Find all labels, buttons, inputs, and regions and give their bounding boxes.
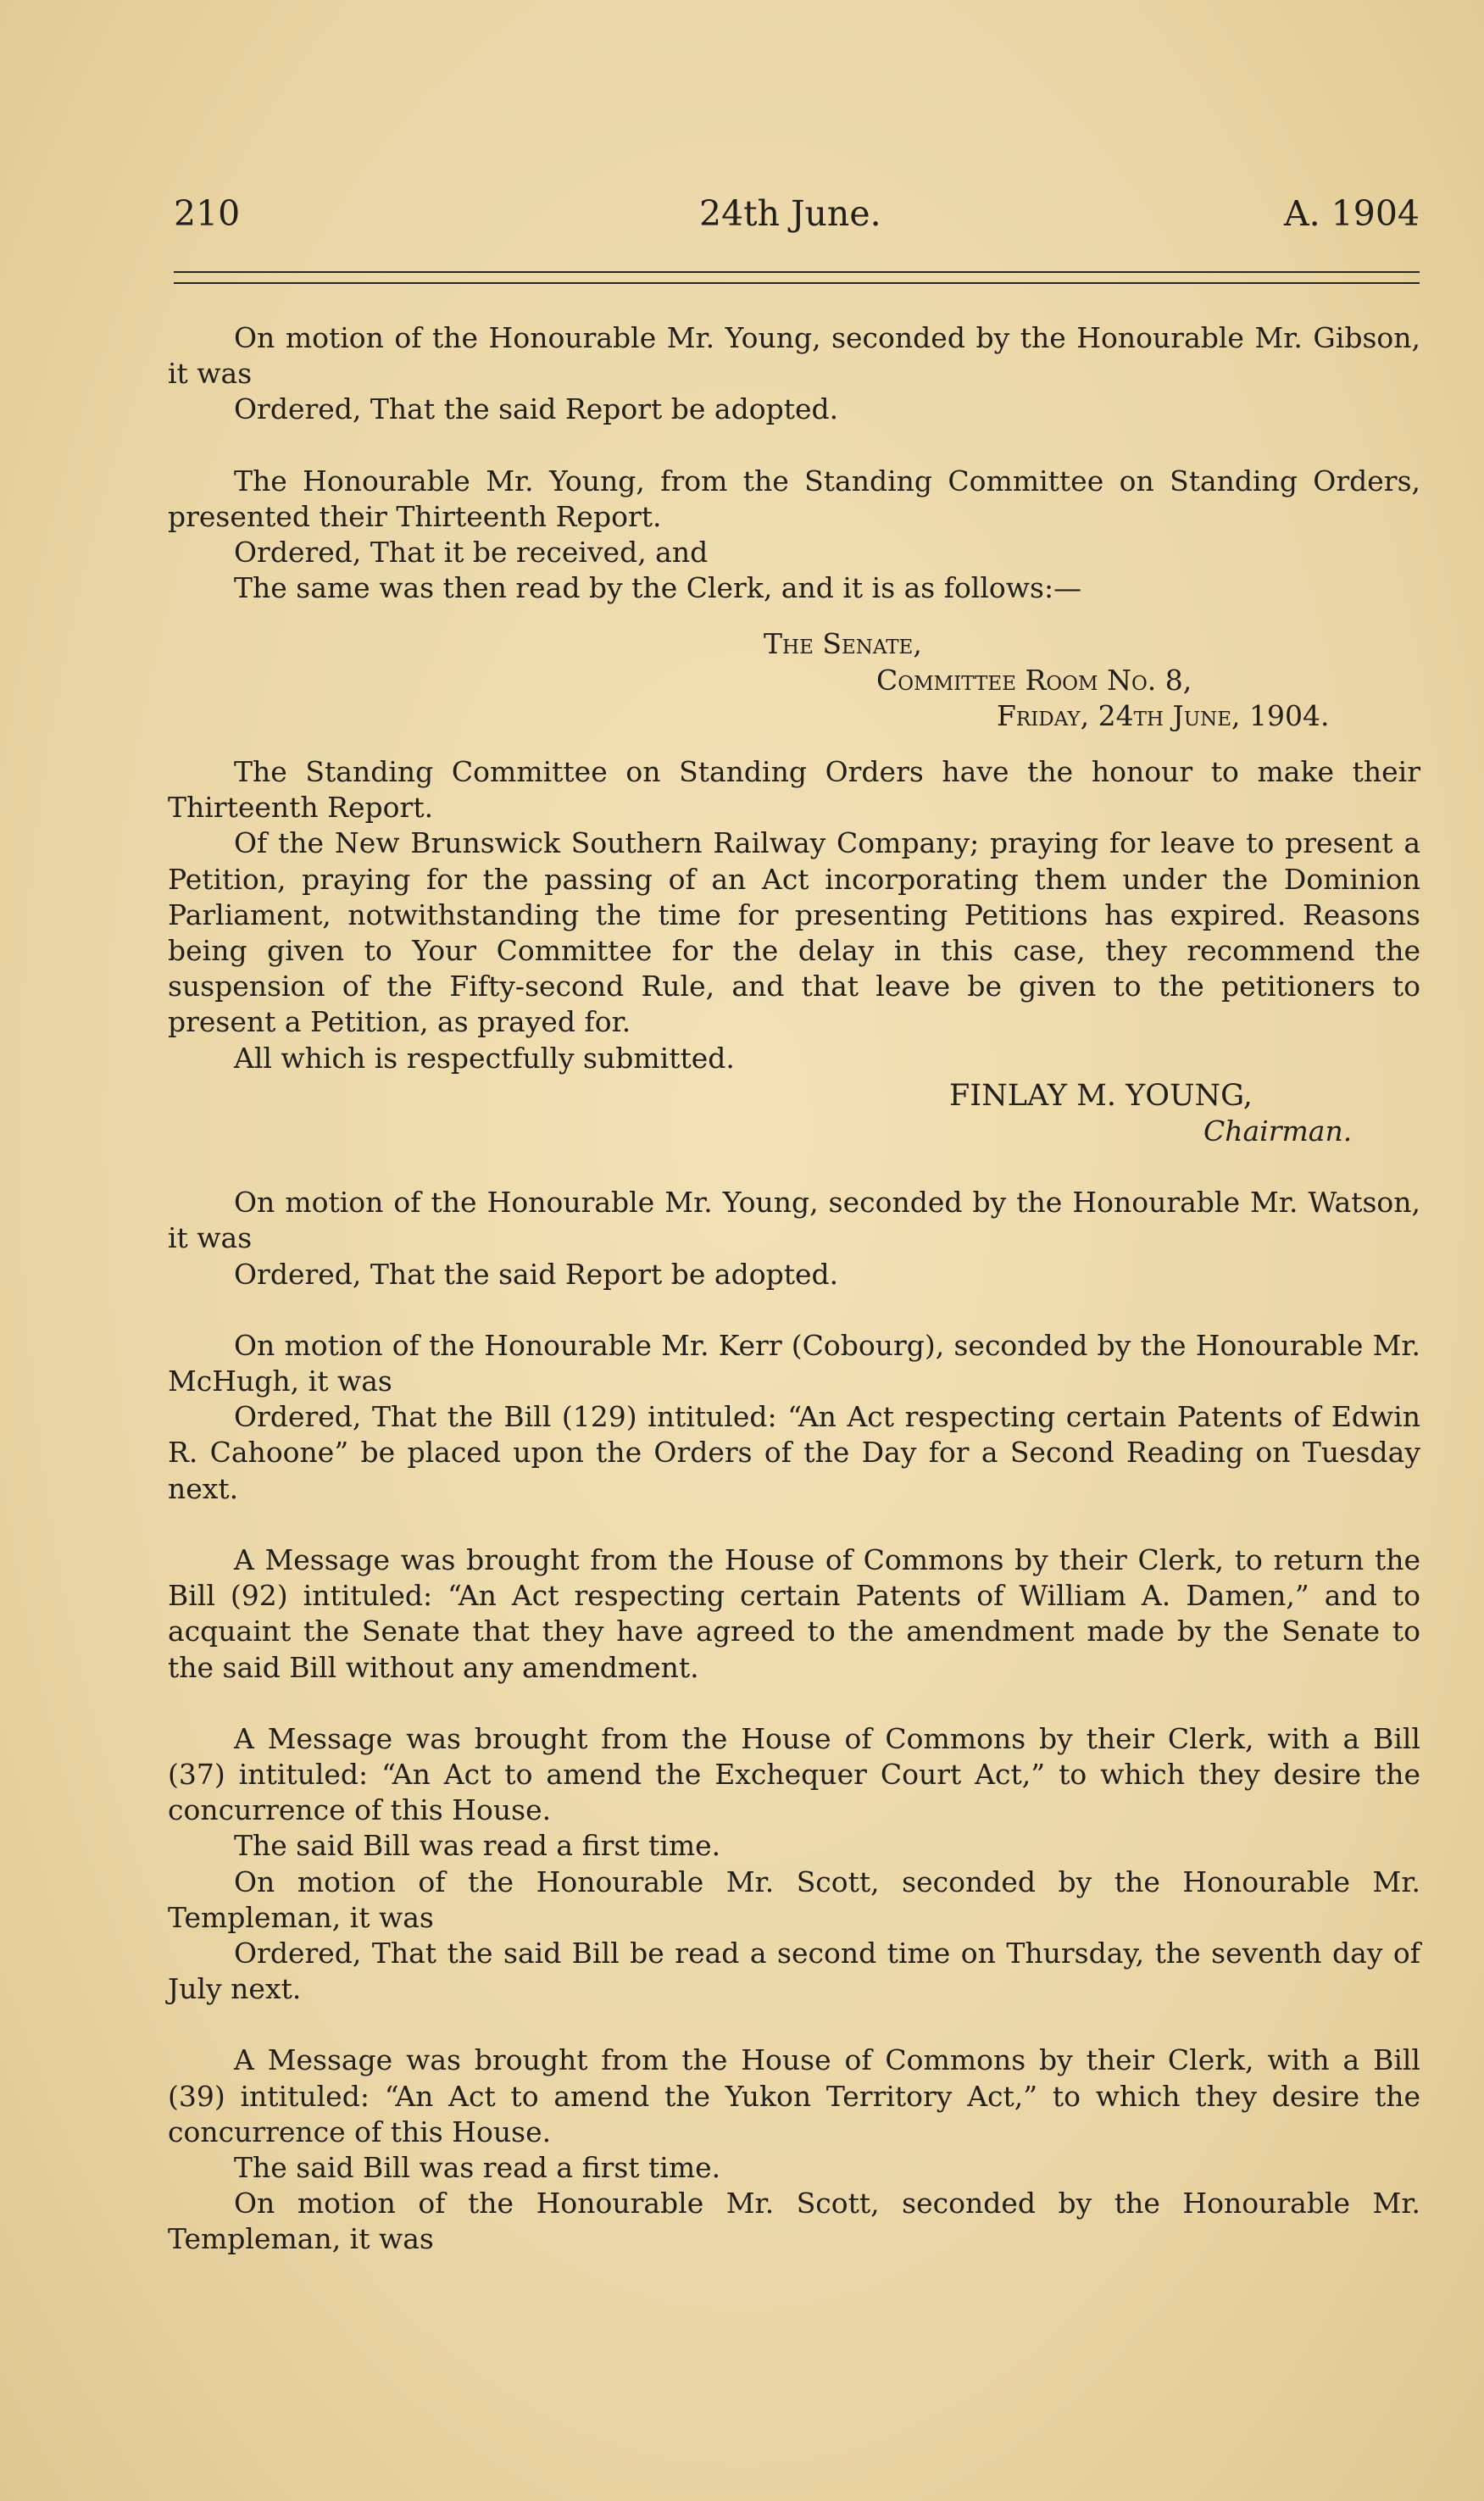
paragraph: On motion of the Honourable Mr. Scott, seconded by the Honourable Mr. Templeman, it was bbox=[168, 2187, 1420, 2256]
paragraph: A Message was brought from the House of Commons by their Clerk, to return the Bill (92) intituled: “An Act respecting certain Patents of William A. Damen,” and to acquaint the Senate that they have agreed to the amendment made by the Senate to the said Bill without any amendment. bbox=[168, 1542, 1420, 1684]
paragraph: A Message was brought from the House of Commons by their Clerk, with a Bill (39) intituled: “An Act to amend the Yukon Territory Act,” to which they desire the concurrence of this House. bbox=[168, 2043, 1420, 2148]
paragraph: On motion of the Honourable Mr. Kerr (Cobourg), seconded by the Honourable Mr. McHugh, it was bbox=[168, 1328, 1420, 1398]
paragraph: The said Bill was read a first time. bbox=[234, 1829, 721, 1863]
paragraph: On motion of the Honourable Mr. Young, seconded by the Honourable Mr. Watson, it was bbox=[168, 1186, 1420, 1255]
report-date-line: Friday, 24th June, 1904. bbox=[997, 698, 1330, 732]
spacer bbox=[168, 1149, 1420, 1185]
header-year: A. 1904 bbox=[1283, 193, 1420, 234]
paragraph: The same was then read by the Clerk, and it is as follows:— bbox=[234, 571, 1082, 605]
spacer bbox=[168, 1686, 1420, 1721]
header-rule-bottom bbox=[174, 282, 1420, 284]
paragraph: Ordered, That the said Report be adopted. bbox=[234, 1257, 839, 1291]
spacer bbox=[168, 428, 1420, 464]
paragraph: The Honourable Mr. Young, from the Standing Committee on Standing Orders, presented their Thirteenth Report. bbox=[168, 464, 1420, 533]
paragraph: Ordered, That it be received, and bbox=[234, 536, 709, 570]
header-date: 24th June. bbox=[699, 193, 881, 234]
paragraph: On motion of the Honourable Mr. Young, seconded by the Honourable Mr. Gibson, it was bbox=[168, 321, 1420, 391]
paragraph: Ordered, That the said Report be adopted. bbox=[234, 392, 839, 426]
page-body bbox=[168, 320, 1420, 2258]
spacer bbox=[168, 2007, 1420, 2042]
header-rule-top bbox=[174, 271, 1420, 273]
paragraph: Ordered, That the said Bill be read a second time on Thursday, the seventh day of July next. bbox=[168, 1936, 1420, 2006]
page-header bbox=[174, 193, 1420, 244]
signature-name: FINLAY M. YOUNG, bbox=[949, 1078, 1253, 1113]
paragraph: All which is respectfully submitted. bbox=[234, 1041, 735, 1075]
spacer bbox=[168, 1292, 1420, 1328]
report-address-line: Committee Room No. 8, bbox=[876, 663, 1192, 697]
paragraph: On motion of the Honourable Mr. Scott, seconded by the Honourable Mr. Templeman, it was bbox=[168, 1865, 1420, 1934]
spacer bbox=[168, 734, 1420, 754]
spacer bbox=[168, 606, 1420, 626]
page-number: 210 bbox=[174, 193, 241, 234]
report-address-line: The Senate, bbox=[764, 627, 922, 661]
paragraph: The said Bill was read a first time. bbox=[234, 2150, 721, 2184]
spacer bbox=[168, 1507, 1420, 1542]
signature-title: Chairman. bbox=[1203, 1114, 1353, 1148]
paragraph: Of the New Brunswick Southern Railway Company; praying for leave to present a Petition, praying for the passing of an Act incorporating them under the Dominion Parliament, notwithstanding the time for presenting Petitions has expired. Reasons being given to Your Committee for the delay in this case, they recommend the suspension of the Fifty-second Rule, and that leave be given to the petitioners to present a Petition, as prayed for. bbox=[168, 826, 1420, 1039]
paragraph: Ordered, That the Bill (129) intituled: “An Act respecting certain Patents of Edwin R. Cahoone” be placed upon the Orders of the Day for a Second Reading on Tuesday next. bbox=[168, 1400, 1420, 1505]
paragraph: A Message was brought from the House of Commons by their Clerk, with a Bill (37) intituled: “An Act to amend the Exchequer Court Act,” to which they desire the concurrence of this House. bbox=[168, 1721, 1420, 1827]
paragraph: The Standing Committee on Standing Orders have the honour to make their Thirteenth Report. bbox=[168, 755, 1420, 825]
